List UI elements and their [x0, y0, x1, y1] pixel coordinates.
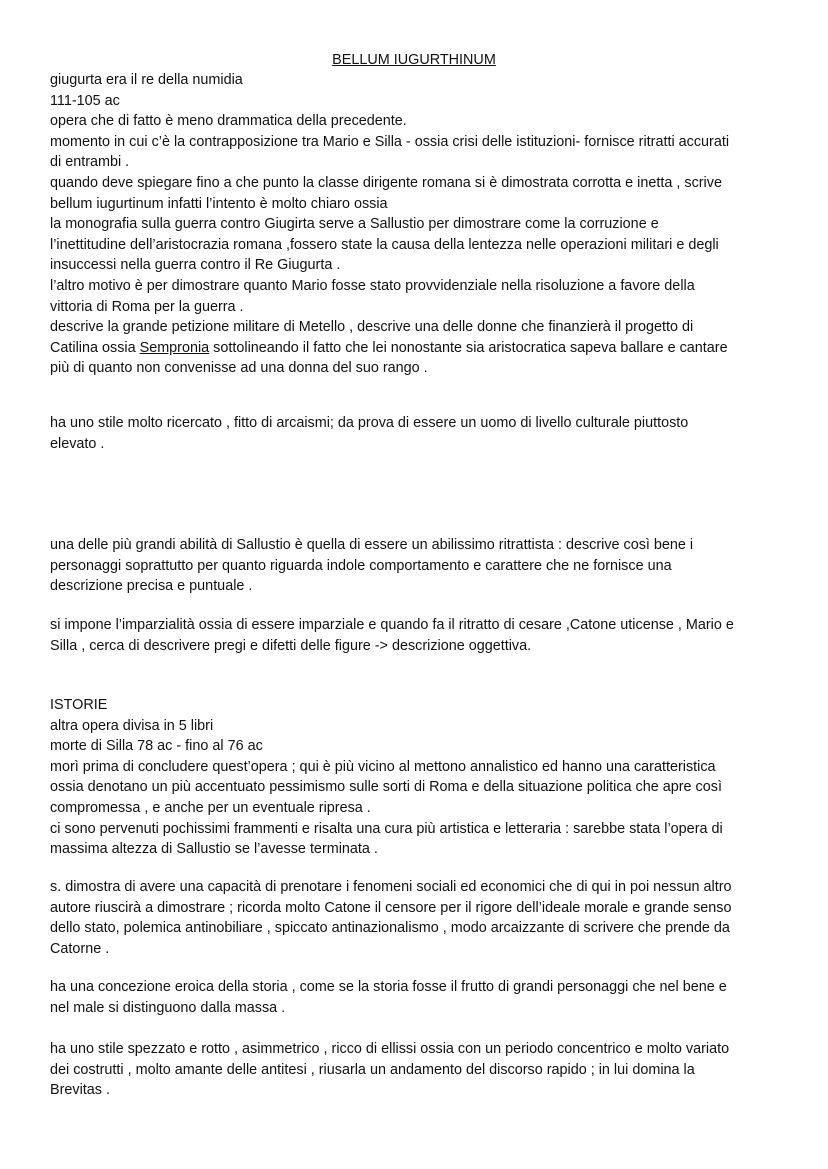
text-line: una delle più grandi abilità di Sallustio è quella di essere un abilissimo ritrattista : descrive così bene i	[50, 537, 694, 553]
text-line: più di quanto non convenisse ad una donna del suo rango .	[50, 360, 428, 377]
text-line: massima altezza di Sallustio se l’avesse terminata .	[50, 841, 378, 858]
brevitas-paragraph	[50, 1039, 790, 1101]
text-line: morì prima di concludere quest’opera ; qui è più vicino al mettono annalistico ed hanno una caratteristica	[50, 758, 716, 775]
text-line-sempronia	[50, 338, 790, 359]
text-line: ci sono pervenuti pochissimi frammenti e risalta una cura più artistica e letteraria : sarebbe stata l’opera di	[50, 820, 723, 837]
document-title: BELLUM IUGURTHINUM	[332, 52, 496, 68]
text-line: personaggi soprattutto per quanto riguarda indole comportamento e carattere che ne fornisce una	[50, 557, 672, 574]
text-line: morte di Silla 78 ac - fino al 76 ac	[50, 738, 263, 755]
text-line: descrive la grande petizione militare di Metello , descrive una delle donne che finanzierà il progetto di	[50, 319, 694, 336]
text-line: ha uno stile molto ricercato , fitto di arcaismi; da prova di essere un uomo di livello culturale piuttosto	[50, 415, 689, 431]
text-line: ossia denotano un più accentuato pessimismo sulle sorti di Roma e della situazione politica che apre così	[50, 779, 722, 796]
impartial-paragraph	[50, 615, 790, 656]
text-line: giugurta era il re della numidia	[50, 72, 243, 88]
text-line: Silla , cerca di descrivere pregi e difetti delle figure -> descrizione oggettiva.	[50, 637, 532, 654]
text-line: Catorne .	[50, 940, 110, 957]
intro-paragraph	[50, 70, 790, 379]
portrait-paragraph	[50, 535, 790, 597]
sempronia-underlined: Sempronia	[139, 339, 210, 356]
text-line: l’altro motivo è per dimostrare quanto Mario fosse stato provvidenziale nella risoluzione a favore della	[50, 277, 695, 294]
text-line: Brevitas .	[50, 1082, 110, 1099]
section-heading: ISTORIE	[50, 697, 108, 713]
text-line: compromessa , e anche per un eventuale ripresa .	[50, 799, 371, 816]
style-paragraph	[50, 413, 790, 454]
text-line: descrizione precisa e puntuale .	[50, 578, 253, 595]
text-line: quando deve spiegare fino a che punto la classe dirigente romana si è dimostrata corrotta e inetta , scrive	[50, 174, 722, 191]
istorie-section	[50, 695, 790, 860]
text-segment: Catilina ossia	[50, 339, 140, 356]
text-line: di entrambi .	[50, 154, 130, 171]
text-line: la monografia sulla guerra contro Giugirta serve a Sallustio per dimostrare come la corruzione e	[50, 216, 659, 233]
text-line: ha uno stile spezzato e rotto , asimmetrico , ricco di ellissi ossia con un periodo concentrico e molto variato	[50, 1041, 730, 1057]
text-line: si impone l’imparzialità ossia di essere imparziale e quando fa il ritratto di cesare ,Catone uticense , Mario e	[50, 617, 734, 633]
text-line: dei costrutti , molto amante delle antitesi , riusarla un andamento del discorso rapido ; in lui domina la	[50, 1061, 695, 1078]
text-line: ha una concezione eroica della storia , come se la storia fosse il frutto di grandi personaggi che nel bene e	[50, 979, 727, 995]
text-line: vittoria di Roma per la guerra .	[50, 298, 244, 315]
text-line: nel male si distinguono dalla massa .	[50, 999, 286, 1016]
text-line: momento in cui c’è la contrapposizione tra Mario e Silla - ossia crisi delle istituzioni- fornisce ritratti accurati	[50, 133, 730, 150]
text-line: bellum iugurtinum infatti l’intento è molto chiaro ossia	[50, 195, 388, 212]
text-line: elevato .	[50, 435, 105, 452]
text-line: autore riuscirà a dimostrare ; ricorda molto Catone il censore per il rigore dell’ideale morale e grande senso	[50, 899, 732, 916]
predict-paragraph	[50, 877, 790, 959]
text-line: opera che di fatto è meno drammatica della precedente.	[50, 113, 407, 130]
text-line: altra opera divisa in 5 libri	[50, 717, 214, 734]
heroic-paragraph	[50, 977, 790, 1018]
text-line: s. dimostra di avere una capacità di prenotare i fenomeni sociali ed economici che di qui in poi nessun altro	[50, 879, 732, 895]
text-line: insuccessi nella guerra contro il Re Giugurta .	[50, 257, 341, 274]
text-segment: sottolineando il fatto che lei nonostante sia aristocratica sapeva ballare e cantare	[209, 339, 728, 356]
text-line: dello stato, polemica antinobiliare , spiccato antinazionalismo , modo arcaizzante di scrivere che prende da	[50, 920, 730, 937]
text-line: l’inettitudine dell’aristocrazia romana ,fossero state la causa della lentezza nelle operazioni militari e degli	[50, 236, 719, 253]
text-line: 111-105 ac	[50, 92, 120, 109]
